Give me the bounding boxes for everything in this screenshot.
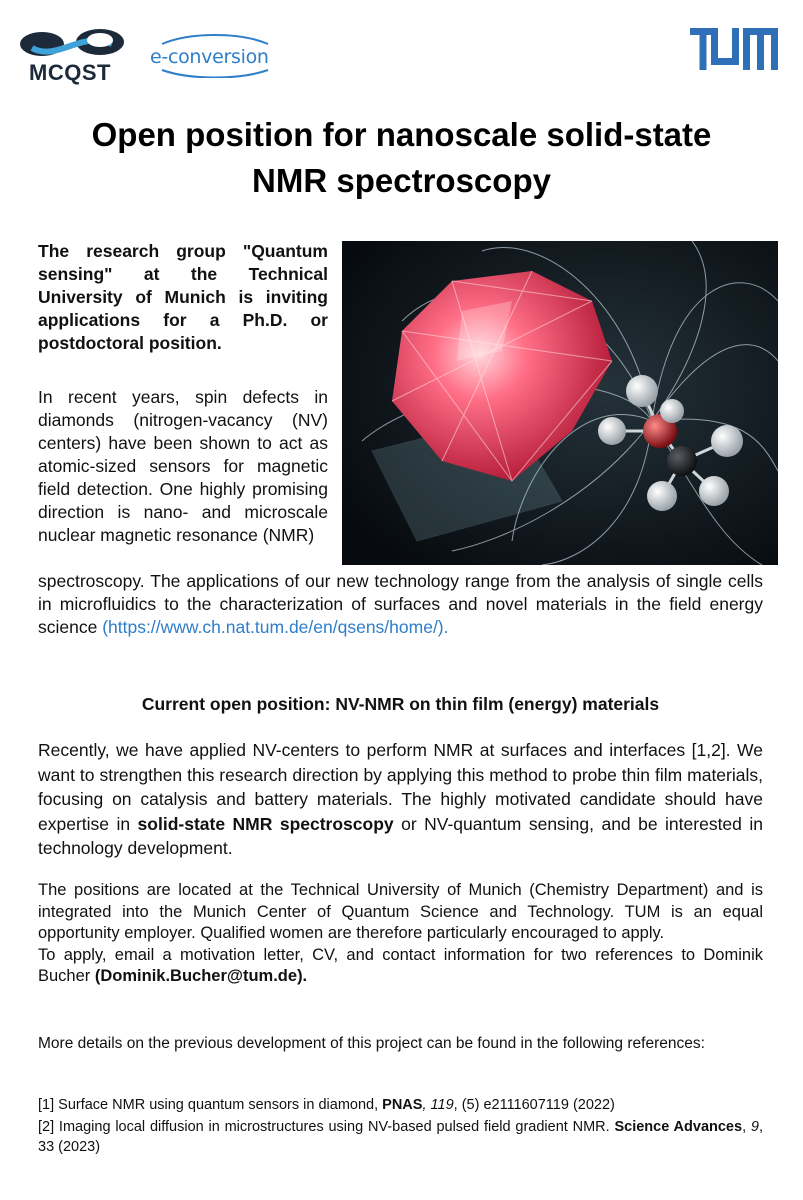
expertise-highlight: solid-state NMR spectroscopy bbox=[137, 813, 394, 834]
reference-2-journal: Science Advances bbox=[614, 1119, 743, 1135]
mcqst-logo bbox=[12, 26, 128, 88]
reference-1 bbox=[38, 1095, 763, 1115]
page-title bbox=[40, 112, 763, 204]
reference-1-title: [1] Surface NMR using quantum sensors in diamond, bbox=[38, 1097, 383, 1113]
reference-1-volume: , 119 bbox=[422, 1097, 454, 1113]
position-subheading bbox=[38, 692, 763, 716]
reference-2-volume: 9 bbox=[750, 1119, 759, 1135]
references-intro: More details on the previous development of this project can be found in the following references: bbox=[38, 1035, 705, 1052]
intro-continuation bbox=[38, 570, 763, 639]
mcqst-wordmark: MCQST bbox=[29, 60, 111, 85]
references-list bbox=[38, 1095, 763, 1159]
subheading-label: Current open position bbox=[141, 694, 325, 714]
e-conversion-wordmark: e-conversion bbox=[150, 46, 269, 68]
research-paragraph bbox=[38, 738, 763, 861]
diamond-illustration-icon bbox=[342, 241, 778, 565]
reference-1-journal: PNAS bbox=[382, 1097, 423, 1113]
group-homepage-link[interactable]: (https://www.ch.nat.tum.de/en/qsens/home/). bbox=[102, 617, 449, 637]
mcqst-emblem-icon bbox=[12, 26, 128, 62]
reference-1-details: , (5) e2111607119 (2022) bbox=[453, 1097, 615, 1113]
reference-2-details: , 33 (2023) bbox=[38, 1119, 764, 1155]
location-text: The positions are located at the Technical University of Munich (Chemistry Department) and is integrated into the Munich Center of Quantum Science and Technology. TUM is an equal opportunity employer. Qualified women are therefore particularly encouraged to apply. bbox=[38, 881, 763, 942]
intro-body: In recent years, spin defects in diamonds (nitrogen-vacancy (NV) centers) have been shown to act as atomic-sized sensors for magnetic field detection. One highly promising direction is nano- and microscale nuclear magnetic resonance (NMR) bbox=[38, 387, 328, 545]
contact-email-link[interactable]: (Dominik.Bucher@tum.de). bbox=[94, 967, 308, 985]
title-line-1: Open position for nanoscale solid-state bbox=[91, 116, 712, 153]
e-conversion-logo bbox=[150, 34, 280, 78]
research-paragraph-end: or NV-quantum sensing, and be interested in technology development. bbox=[38, 813, 763, 858]
tum-logo-icon bbox=[690, 28, 778, 70]
reference-2-title: [2] Imaging local diffusion in microstructures using NV-based pulsed field gradient NMR. bbox=[38, 1119, 615, 1135]
reference-2: [2] Imaging local diffusion in microstructures using NV-based pulsed field gradient NMR. Science Advances, 9, 33 (2023) bbox=[38, 1119, 764, 1155]
position-details-paragraph bbox=[38, 880, 763, 988]
intro-continuation-text: spectroscopy. The applications of our new technology range from the analysis of single cells in microfluidics to the characterization of surfaces and novel materials in the field energy science bbox=[38, 571, 763, 637]
apply-instructions bbox=[38, 945, 763, 988]
intro-lead: The research group "Quantum sensing" at the Technical University of Munich is inviting applications for a Ph.D. or postdoctoral position. bbox=[38, 241, 328, 353]
apply-text: To apply, email a motivation letter, CV, and contact information for two references to Dominik Bucher bbox=[38, 945, 763, 985]
diamond-molecule-illustration bbox=[342, 241, 778, 565]
research-paragraph-text: Recently, we have applied NV-centers to perform NMR at surfaces and interfaces [1,2]. We want to strengthen this research direction by applying this method to probe thin film materials, focusing on catalysis and battery materials. The highly motivated candidate should have expertise in bbox=[38, 740, 763, 834]
title-line-2: NMR spectroscopy bbox=[252, 162, 551, 199]
header bbox=[0, 0, 803, 100]
subheading-text: : NV-NMR on thin film (energy) materials bbox=[324, 694, 660, 714]
